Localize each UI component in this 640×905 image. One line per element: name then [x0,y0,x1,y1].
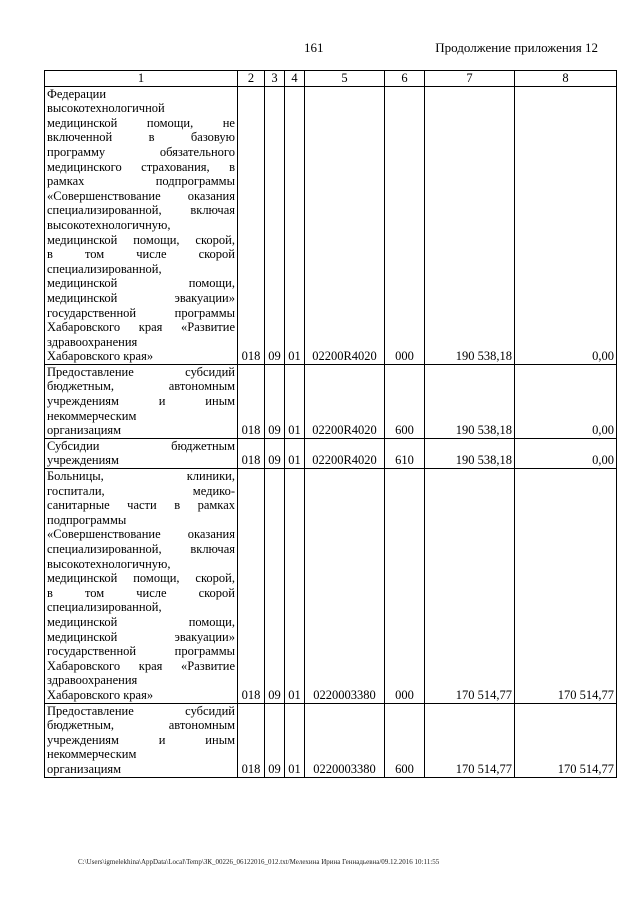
header-row [45,71,617,87]
description-line: специализированной, включая [47,203,235,218]
footer-path: C:\Users\igmelekhina\AppData\Local\Temp\ЗК_00226_06122016_012.txt/Мелехина Ирина Геннадьевна/09.12.2016 10:11:55 [78,858,440,866]
description-line: Хабаровского края» [47,349,154,364]
description-line: Хабаровского края «Развитие [47,658,235,673]
description-line: санитарные части в рамках [47,498,235,513]
table-row [45,86,617,364]
description-line: «Совершенствование оказания [47,188,235,203]
description-line: Хабаровского края «Развитие [47,320,235,335]
table-body [45,86,617,777]
row-description [45,469,238,704]
description-line: «Совершенствование оказания [47,527,235,542]
cell-subsection-code: 01 [285,86,305,364]
description-line: специализированной, включая [47,542,235,556]
description-line: госпитали, медико- [47,483,235,498]
cell-section-code: 09 [265,469,285,704]
description-line: высокотехнологичную, [47,217,171,232]
cell-subsection-code: 01 [285,469,305,704]
cell-amount-2017: 190 538,18 [425,364,515,438]
cell-target-article: 0220003380 [305,703,385,777]
description-line: Хабаровского края» [47,687,154,702]
cell-expense-type: 000 [385,469,425,704]
column-header-2: 2 [238,71,265,87]
cell-section-code: 09 [265,438,285,468]
column-header-6: 6 [385,71,425,87]
column-header-5: 5 [305,71,385,87]
budget-table [44,70,617,778]
description-line: Субсидии бюджетным [47,438,235,453]
cell-subsection-code: 01 [285,438,305,468]
column-header-8: 8 [515,71,617,87]
column-header-1: 1 [45,71,238,87]
description-line: здравоохранения [47,334,138,349]
table-row [45,364,617,438]
cell-expense-type: 000 [385,86,425,364]
description-line: высокотехнологичную, [47,556,171,571]
description-line: медицинской помощи, [47,276,235,291]
description-line: рамках подпрограммы [47,174,235,189]
row-description [45,86,238,364]
description-line: медицинской эвакуации» [47,629,235,644]
column-header-7: 7 [425,71,515,87]
cell-ministry-code: 018 [238,469,265,704]
table-row [45,438,617,468]
cell-amount-2017: 190 538,18 [425,86,515,364]
description-line: некоммерческим [47,747,137,762]
description-line: Больницы, клиники, [47,469,235,484]
cell-amount-2017: 190 538,18 [425,438,515,468]
cell-amount-2018: 170 514,77 [515,703,617,777]
cell-ministry-code: 018 [238,703,265,777]
cell-amount-2018: 0,00 [515,364,617,438]
description-line: Федерации [47,86,107,101]
cell-expense-type: 610 [385,438,425,468]
cell-section-code: 09 [265,364,285,438]
cell-subsection-code: 01 [285,703,305,777]
table-row [45,703,617,777]
column-header-3: 3 [265,71,285,87]
description-line: специализированной, [47,261,162,276]
cell-section-code: 09 [265,703,285,777]
description-line: в том числе скорой [47,585,235,600]
description-line: медицинской помощи, скорой, [47,571,235,586]
description-line: включенной в базовую [47,130,235,145]
cell-amount-2018: 0,00 [515,438,617,468]
description-line: здравоохранения [47,673,138,688]
description-line: программу обязательного [47,144,235,159]
cell-subsection-code: 01 [285,364,305,438]
description-line: подпрограммы [47,512,127,527]
cell-ministry-code: 018 [238,364,265,438]
cell-ministry-code: 018 [238,438,265,468]
continuation-label: Продолжение приложения 12 [435,40,598,55]
description-line: некоммерческим [47,408,137,423]
description-line: бюджетным, автономным [47,379,235,394]
cell-amount-2017: 170 514,77 [425,469,515,704]
cell-section-code: 09 [265,86,285,364]
description-line: медицинской помощи, не [47,115,235,130]
cell-expense-type: 600 [385,703,425,777]
description-line: медицинской эвакуации» [47,290,235,305]
cell-amount-2017: 170 514,77 [425,703,515,777]
description-line: государственной программы [47,644,235,659]
description-line: учреждениям и иным [47,732,235,747]
description-line: медицинской помощи, скорой, [47,232,235,247]
description-line: организациям [47,761,122,776]
row-description [45,438,238,468]
description-line: учреждениям [47,453,119,468]
description-line: медицинского страхования, в [47,159,235,174]
description-line: организациям [47,423,122,438]
row-description [45,364,238,438]
page-number: 161 [304,40,324,55]
description-line: бюджетным, автономным [47,718,235,733]
row-description [45,703,238,777]
cell-target-article: 02200R4020 [305,438,385,468]
description-line: специализированной, [47,600,162,615]
cell-amount-2018: 170 514,77 [515,469,617,704]
description-line: учреждениям и иным [47,394,235,409]
description-line: медицинской помощи, [47,614,235,629]
description-line: высокотехнологичной [47,101,165,116]
cell-expense-type: 600 [385,364,425,438]
description-line: в том числе скорой [47,247,235,262]
cell-target-article: 02200R4020 [305,86,385,364]
column-header-4: 4 [285,71,305,87]
cell-target-article: 02200R4020 [305,364,385,438]
description-line: Предоставление субсидий [47,364,235,379]
table-row [45,469,617,704]
description-line: государственной программы [47,305,235,320]
description-line: Предоставление субсидий [47,703,235,718]
cell-target-article: 0220003380 [305,469,385,704]
cell-amount-2018: 0,00 [515,86,617,364]
cell-ministry-code: 018 [238,86,265,364]
